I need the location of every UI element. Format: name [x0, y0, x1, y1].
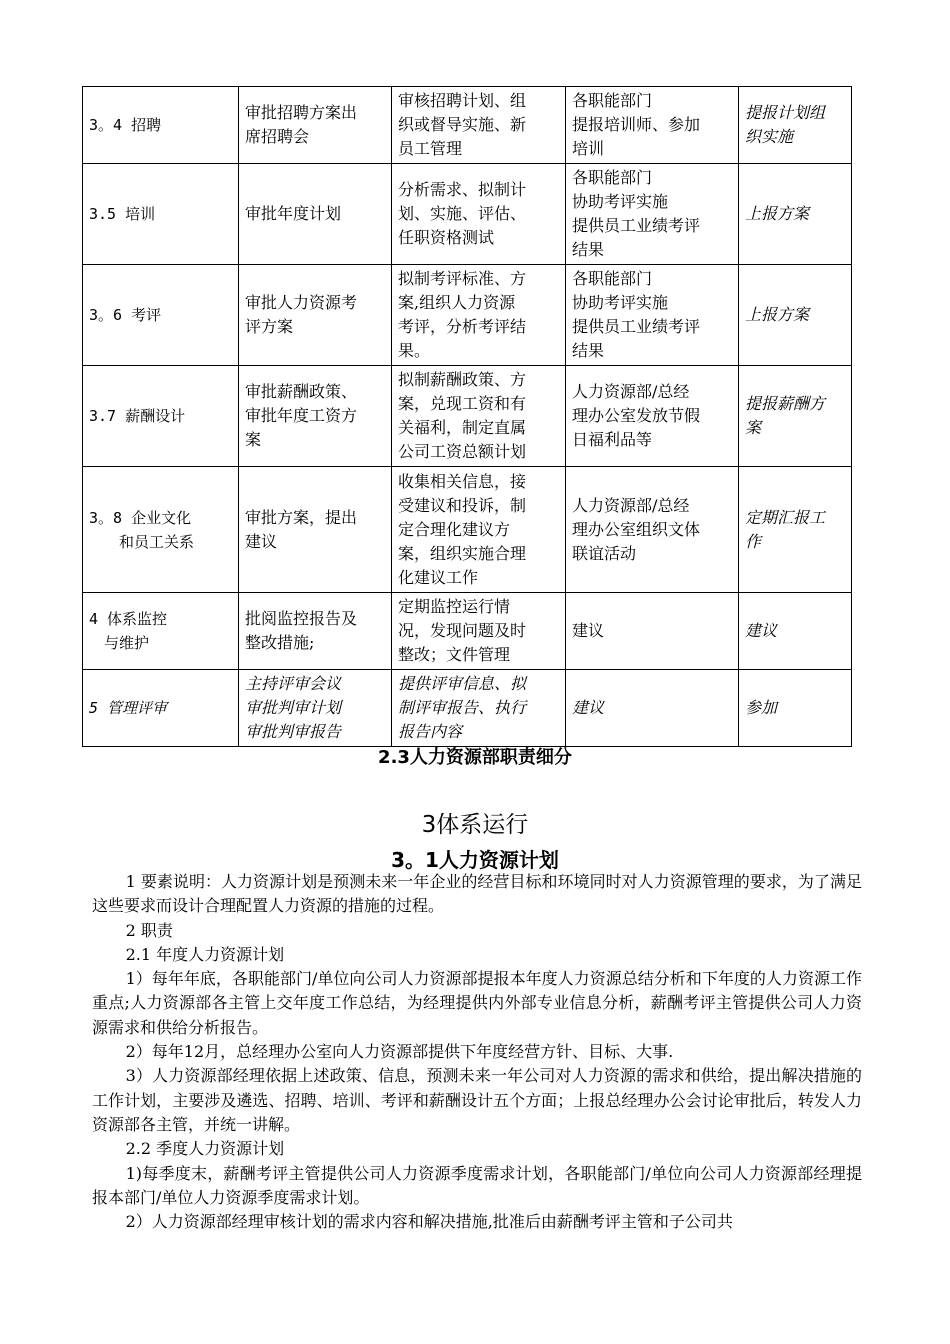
table-cell: 拟制薪酬政策、方 案，兑现工资和有 关福利，制定直属 公司工资总额计划	[392, 366, 566, 467]
table-cell: 上报方案	[739, 164, 852, 265]
paragraph: 1)每季度末，薪酬考评主管提供公司人力资源季度需求计划，各职能部门/单位向公司人力资源部经理提报本部门/单位人力资源季度需求计划。	[92, 1163, 862, 1207]
table-cell: 审批年度计划	[239, 164, 392, 265]
table-row	[83, 593, 852, 670]
table-cell: 收集相关信息，接 受建议和投诉，制 定合理化建议方 案，组织实施合理 化建议工作	[392, 467, 566, 593]
table-cell: 建议	[566, 670, 739, 747]
table-cell: 4 体系监控 与维护	[83, 593, 239, 670]
table-cell: 上报方案	[739, 265, 852, 366]
table-row	[83, 467, 852, 593]
table-row	[83, 87, 852, 164]
table-cell: 分析需求、拟制计 划、实施、评估、 任职资格测试	[392, 164, 566, 265]
paragraph: 1 要素说明：人力资源计划是预测未来一年企业的经营目标和环境同时对人力资源管理的要求，为了满足这些要求而设计合理配置人力资源的措施的过程。	[92, 872, 862, 916]
table-cell: 人力资源部/总经 理办公室组织文体 联谊活动	[566, 467, 739, 593]
responsibility-table	[82, 86, 852, 747]
table-cell: 人力资源部/总经 理办公室发放节假 日福利品等	[566, 366, 739, 467]
table-cell: 审批人力资源考 评方案	[239, 265, 392, 366]
table-cell: 各职能部门 协助考评实施 提供员工业绩考评 结果	[566, 265, 739, 366]
table-cell: 3.5 培训	[83, 164, 239, 265]
table-cell: 3。6 考评	[83, 265, 239, 366]
table-row	[83, 366, 852, 467]
table-cell: 参加	[739, 670, 852, 747]
table-cell: 提报计划组 织实施	[739, 87, 852, 164]
table-cell: 定期监控运行情 况，发现问题及时 整改；文件管理	[392, 593, 566, 670]
paragraph: 2）人力资源部经理审核计划的需求内容和解决措施,批准后由薪酬考评主管和子公司共	[125, 1212, 733, 1232]
table-caption: 2.3人力资源部职责细分	[378, 747, 572, 768]
paragraph: 2.1 年度人力资源计划	[125, 944, 285, 964]
table-cell: 审批方案，提出 建议	[239, 467, 392, 593]
table-cell: 审核招聘计划、组 织或督导实施、新 员工管理	[392, 87, 566, 164]
paragraph: 2.2 季度人力资源计划	[125, 1139, 285, 1159]
table-cell: 建议	[739, 593, 852, 670]
paragraph: 2）每年12月，总经理办公室向人力资源部提供下年度经营方针、目标、大事.	[125, 1042, 674, 1062]
table-cell: 各职能部门 协助考评实施 提供员工业绩考评 结果	[566, 164, 739, 265]
table-cell: 审批招聘方案出 席招聘会	[239, 87, 392, 164]
subsection-heading: 3。1人力资源计划	[391, 848, 559, 872]
paragraph: 1）每年年底，各职能部门/单位向公司人力资源部提报本年度人力资源总结分析和下年度的人力资源工作重点;人力资源部各主管上交年度工作总结，为经理提供内外部专业信息分析，薪酬考评主管提供公司人力资源需求和供给分析报告。	[92, 969, 862, 1037]
table-cell: 定期汇报工 作	[739, 467, 852, 593]
section-heading: 3体系运行	[421, 812, 529, 838]
table-cell: 提报薪酬方 案	[739, 366, 852, 467]
table-row	[83, 265, 852, 366]
table-cell: 拟制考评标准、方 案,组织人力资源 考评，分析考评结 果。	[392, 265, 566, 366]
table-cell: 提供评审信息、拟 制评审报告、执行 报告内容	[392, 670, 566, 747]
table-cell: 3。4 招聘	[83, 87, 239, 164]
table-cell: 5 管理评审	[83, 670, 239, 747]
table-row	[83, 164, 852, 265]
paragraph: 3）人力资源部经理依据上述政策、信息，预测未来一年公司对人力资源的需求和供给，提出解决措施的工作计划，主要涉及遴选、招聘、培训、考评和薪酬设计五个方面；上报总经理办公会讨论审批后，转发人力资源部各主管，并统一讲解。	[92, 1066, 862, 1134]
table-row	[83, 670, 852, 747]
paragraph: 2 职责	[125, 920, 173, 940]
body-text	[92, 870, 862, 1234]
table-cell: 批阅监控报告及 整改措施;	[239, 593, 392, 670]
table-cell: 审批薪酬政策、 审批年度工资方 案	[239, 366, 392, 467]
table-cell: 3。8 企业文化 和员工关系	[83, 467, 239, 593]
table-cell: 建议	[566, 593, 739, 670]
table-cell: 主持评审会议 审批判审计划 审批判审报告	[239, 670, 392, 747]
table-cell: 3.7 薪酬设计	[83, 366, 239, 467]
table-cell: 各职能部门 提报培训师、参加 培训	[566, 87, 739, 164]
